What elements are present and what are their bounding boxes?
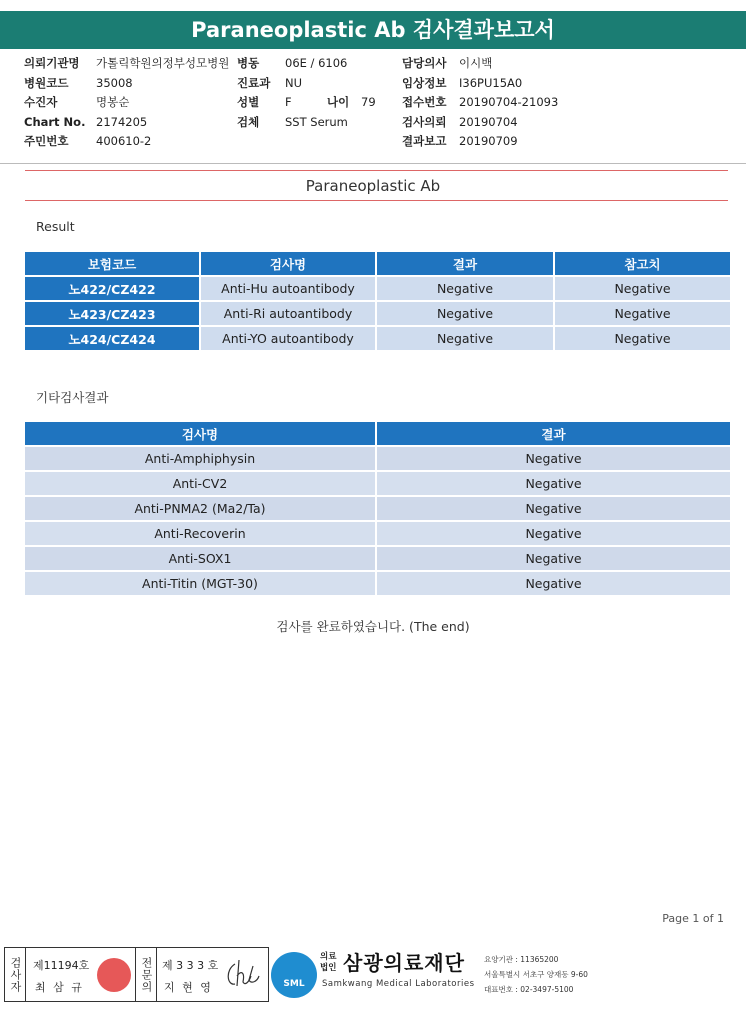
test-name: Anti-SOX1 [25,547,375,570]
result-table [23,250,732,352]
result-caption: Result [36,219,75,234]
specialist-label: 전문의 [136,948,157,1001]
column-header: 결과 [377,252,553,275]
column-header: 결과 [377,422,730,445]
insurance-code: 노422/CZ422 [25,277,199,300]
table-row [25,472,730,495]
test-name: Anti-Ri autoantibody [201,302,375,325]
field-value: 명봉순 [96,95,130,109]
test-result: Negative [377,497,730,520]
table-header-row [25,252,730,275]
contact-line: 대표번호 : 02-3497-5100 [484,985,574,994]
test-result: Negative [377,472,730,495]
test-name: Anti-Hu autoantibody [201,277,375,300]
table-row [25,522,730,545]
page-number: Page 1 of 1 [662,912,724,925]
field-value: 20190704 [459,114,518,129]
table-header-row [25,422,730,445]
field-label: 검사의뢰 [402,114,447,129]
test-result: Negative [377,447,730,470]
field-label: 성별 [237,95,260,109]
header-divider [0,163,746,164]
inspector-name: 최 삼 규 [35,981,84,994]
field-label: 병원코드 [24,75,69,90]
field-label: 수진자 [24,95,58,109]
insurance-code: 노423/CZ423 [25,302,199,325]
org-prefix-line: 의료 [320,952,337,962]
field-label: 주민번호 [24,134,69,148]
section-title: Paraneoplastic Ab [305,177,441,195]
table-row [25,447,730,470]
field-label: Chart No. [24,114,86,129]
field-label: 병동 [237,56,260,70]
test-name: Anti-CV2 [25,472,375,495]
patient-info-mid [237,54,376,132]
field-value: F [285,95,292,109]
field-label: 임상정보 [402,75,447,90]
field-value: 2174205 [96,114,148,129]
table-row [25,572,730,595]
field-value: 400610-2 [96,134,152,148]
signature-box [4,947,269,1002]
table-row [25,302,730,325]
inspector-label: 검사자 [5,948,26,1001]
section-rule-top [25,170,728,171]
org-prefix-line: 법인 [320,963,337,973]
org-prefix [320,952,336,974]
other-results-caption: 기타검사결과 [36,390,109,405]
sml-logo-icon [271,952,317,998]
field-value: SST Serum [285,114,348,129]
specialist-license-no: 제 3 3 3 호 [162,959,219,972]
field-label: 담당의사 [402,56,447,70]
test-name: Anti-PNMA2 (Ma2/Ta) [25,497,375,520]
patient-info-right [402,54,558,152]
test-result: Negative [377,277,553,300]
table-row [25,547,730,570]
field-value: 20190709 [459,134,518,148]
column-header: 검사명 [25,422,375,445]
column-header: 검사명 [201,252,375,275]
other-results-table [23,420,732,597]
test-result: Negative [377,572,730,595]
table-row [25,277,730,300]
field-label: 결과보고 [402,134,447,148]
inspector-license-no: 제11194호 [33,959,90,972]
field-label: 검체 [237,114,260,129]
seal-stamp-icon [97,958,131,992]
test-result: Negative [377,327,553,350]
field-value: 이시백 [459,56,493,70]
signature-icon [223,956,263,994]
test-result: Negative [377,547,730,570]
org-name: 삼광의료재단 [343,951,465,975]
report-title: Paraneoplastic Ab 검사결과보고서 [0,11,746,49]
table-row [25,497,730,520]
test-name: Anti-YO autoantibody [201,327,375,350]
field-label: 접수번호 [402,95,447,109]
test-name: Anti-Recoverin [25,522,375,545]
reference-value: Negative [555,277,730,300]
field-value: NU [285,75,303,90]
test-result: Negative [377,522,730,545]
section-rule-bottom [25,200,728,201]
column-header: 보험코드 [25,252,199,275]
field-value: 가톨릭학원의정부성모병원 [96,56,230,70]
test-name: Anti-Amphiphysin [25,447,375,470]
org-english-name: Samkwang Medical Laboratories [322,979,475,989]
test-name: Anti-Titin (MGT-30) [25,572,375,595]
specialist-name: 지 현 영 [164,981,213,994]
reference-value: Negative [555,302,730,325]
field-label: 의뢰기관명 [24,56,80,70]
end-note: 검사를 완료하였습니다. (The end) [276,619,470,634]
contact-line: 서울특별시 서초구 양재동 9-60 [484,970,588,979]
column-header: 참고치 [555,252,730,275]
field-label: 진료과 [237,75,271,90]
patient-info-left [24,54,229,152]
age-value: 79 [361,95,376,109]
field-value: 20190704-21093 [459,95,559,109]
field-value: I36PU15A0 [459,75,523,90]
age-label: 나이 [327,95,350,109]
field-value: 06E / 6106 [285,56,348,70]
insurance-code: 노424/CZ424 [25,327,199,350]
table-row [25,327,730,350]
logo-badge: SML [283,979,305,989]
test-result: Negative [377,302,553,325]
org-contact [484,952,588,997]
contact-line: 요양기관 : 11365200 [484,955,559,964]
field-value: 35008 [96,75,133,90]
reference-value: Negative [555,327,730,350]
